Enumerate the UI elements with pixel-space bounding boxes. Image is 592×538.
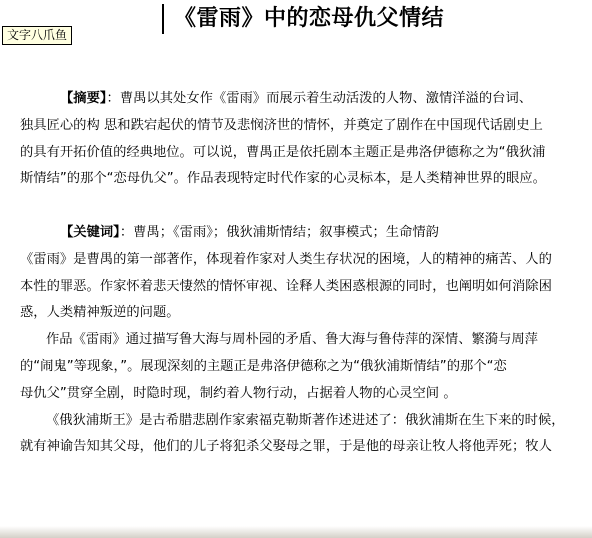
abstract-label: 【摘要】 xyxy=(60,91,107,106)
abstract-line: 的具有开拓价值的经典地位。可以说，曹禺正是依托剧本主题正是弗洛伊德称之为“俄狄浦 xyxy=(20,144,546,160)
body-line: 作品《雷雨》通过描写鲁大海与周朴园的矛盾、鲁大海与鲁侍萍的深情、繁漪与周萍 xyxy=(46,332,538,348)
keywords-line xyxy=(20,220,575,247)
title-rule xyxy=(162,4,164,34)
document-content xyxy=(20,86,575,461)
keywords-label: 【关键词】 xyxy=(60,224,120,240)
body-line: 《雷雨》是曹禺的第一部著作，体现着作家对人类生存状况的困境，人的精神的痛苦、人的 xyxy=(20,251,552,267)
abstract-line xyxy=(20,86,575,113)
abstract-line: 独具匠心的构 思和跌宕起伏的情节及悲悯济世的情怀，并奠定了剧作在中国现代话剧史上 xyxy=(20,117,543,133)
abstract-text: ：曹禺以其处女作《雷雨》而展示着生动活泼的人物、激情洋溢的台词、 xyxy=(106,91,533,106)
body-line: 就有神谕告知其父母，他们的儿子将犯杀父娶母之罪，于是他的母亲让牧人将他弄死；牧人 xyxy=(20,439,552,455)
body-line: 惑，人类精神叛逆的问题。 xyxy=(20,305,180,321)
body-line: 的“闹鬼”等现象，”。展现深刻的主题正是弗洛伊德称之为“俄狄浦斯情结”的那个“恋 xyxy=(20,358,507,374)
window-bottom-edge xyxy=(0,518,592,538)
body-line: 《俄狄浦斯王》是古希腊悲剧作家索福克勒斯著作述进述了：俄狄浦斯在生下来的时候， xyxy=(46,412,565,428)
document-title: 《雷雨》中的恋母仇父情结 xyxy=(174,6,445,31)
tooltip: 文字八爪鱼 xyxy=(2,26,72,45)
body-line: 本性的罪恶。作家怀着悲天悽然的情怀审视、诠释人类困惑根源的同时，也阐明如何消除困 xyxy=(20,278,552,294)
abstract-line: 斯情结”的那个“恋母仇父”。作品表现特定时代作家的心灵标本，是人类精神世界的眼应。 xyxy=(20,171,546,187)
spacer xyxy=(20,193,575,220)
keywords-text: ：曹禺；《雷雨》；俄狄浦斯情结；叙事模式；生命情韵 xyxy=(119,224,439,240)
body-line: 母仇父”贯穿全剧，时隐时现，制约着人物行动，占据着人物的心灵空间 。 xyxy=(20,385,457,401)
